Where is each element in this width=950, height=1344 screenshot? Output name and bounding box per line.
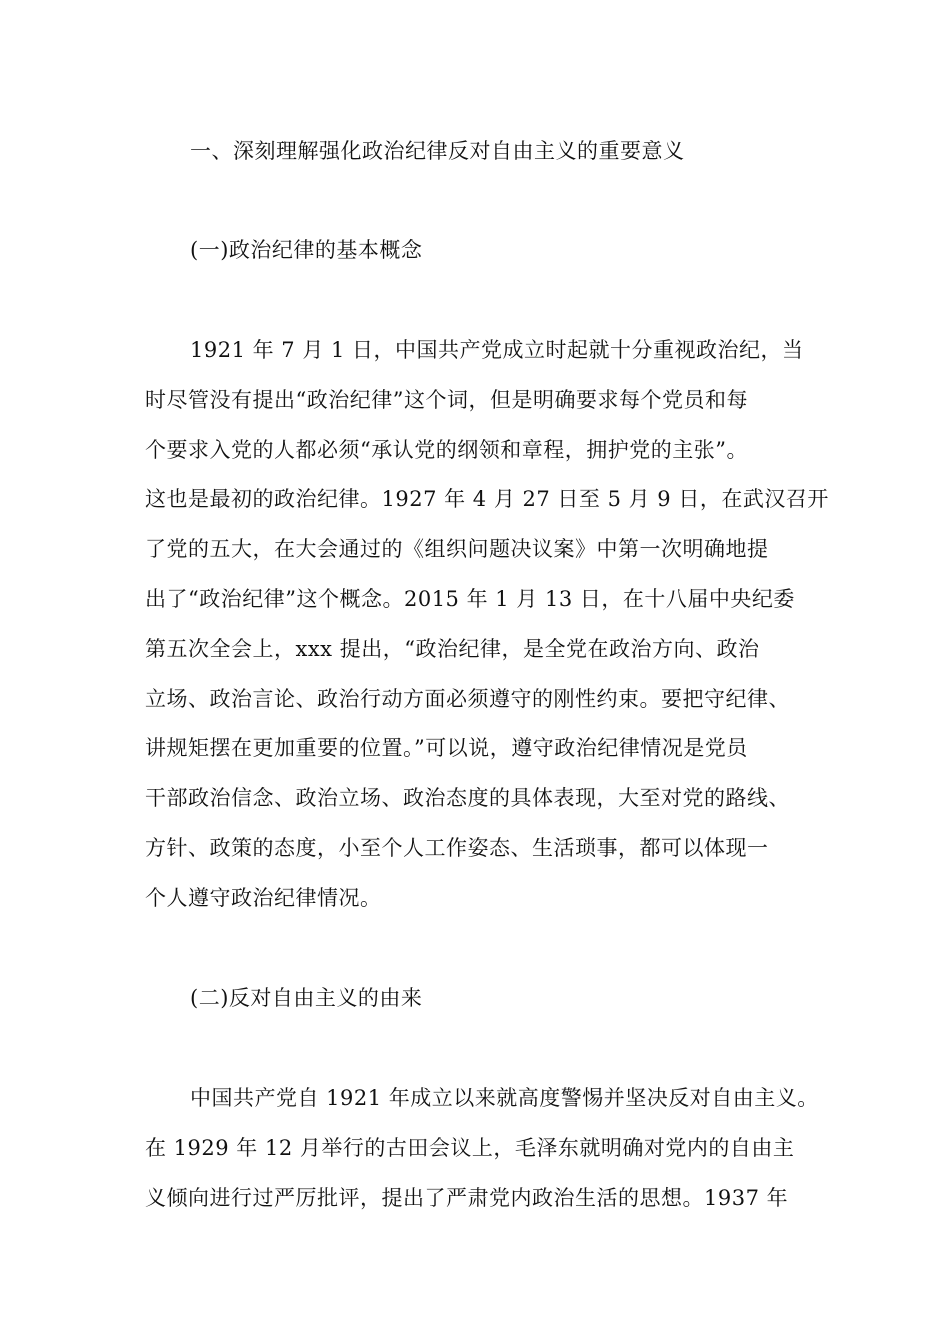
paragraph-line: 1921 年 7 月 1 日，中国共产党成立时起就十分重视政治纪，当 bbox=[190, 338, 804, 362]
subsection-heading: (二)反对自由主义的由来 bbox=[190, 986, 423, 1010]
paragraph-line: 个要求入党的人都必须“承认党的纲领和章程，拥护党的主张”。 bbox=[145, 438, 748, 462]
paragraph-line: 时尽管没有提出“政治纪律”这个词，但是明确要求每个党员和每 bbox=[145, 388, 748, 412]
paragraph-line: 干部政治信念、政治立场、政治态度的具体表现，大至对党的路线、 bbox=[145, 786, 790, 810]
paragraph-line: 中国共产党自 1921 年成立以来就高度警惕并坚决反对自由主义。 bbox=[190, 1086, 819, 1110]
paragraph-line: 讲规矩摆在更加重要的位置。”可以说，遵守政治纪律情况是党员 bbox=[145, 736, 748, 760]
paragraph-line: 第五次全会上，xxx 提出，“政治纪律，是全党在政治方向、政治 bbox=[145, 637, 760, 661]
paragraph-line: 立场、政治言论、政治行动方面必须遵守的刚性约束。要把守纪律、 bbox=[145, 687, 790, 711]
paragraph-line: 了党的五大，在大会通过的《组织问题决议案》中第一次明确地提 bbox=[145, 537, 769, 561]
subsection-heading: (一)政治纪律的基本概念 bbox=[190, 238, 423, 262]
paragraph-line: 方针、政策的态度，小至个人工作姿态、生活琐事，都可以体现一 bbox=[145, 836, 769, 860]
paragraph-line: 在 1929 年 12 月举行的古田会议上，毛泽东就明确对党内的自由主 bbox=[145, 1136, 795, 1160]
paragraph-line: 出了“政治纪律”这个概念。2015 年 1 月 13 日，在十八届中央纪委 bbox=[145, 587, 795, 611]
paragraph-line: 这也是最初的政治纪律。1927 年 4 月 27 日至 5 月 9 日，在武汉召开 bbox=[145, 487, 829, 511]
paragraph-line: 个人遵守政治纪律情况。 bbox=[145, 886, 382, 910]
paragraph-line: 义倾向进行过严厉批评，提出了严肃党内政治生活的思想。1937 年 bbox=[145, 1186, 789, 1210]
section-heading: 一、深刻理解强化政治纪律反对自由主义的重要意义 bbox=[190, 139, 685, 163]
